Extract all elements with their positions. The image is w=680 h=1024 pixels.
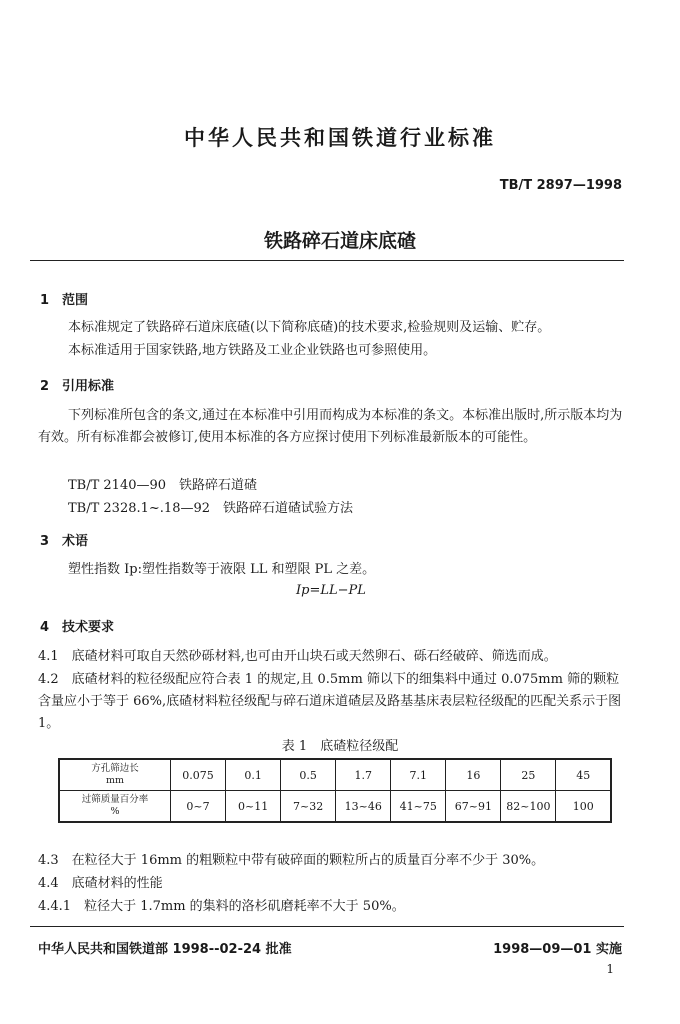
scope-paragraph-1: 本标准规定了铁路碎石道床底碴(以下简称底碴)的技术要求,检验规则及运输、贮存。 xyxy=(68,320,551,335)
document-title: 铁路碎石道床底碴 xyxy=(263,230,416,252)
table-row xyxy=(59,759,611,791)
section-title: 引用标准 xyxy=(62,379,115,394)
section-1-heading xyxy=(40,289,88,308)
section-title: 范围 xyxy=(62,293,89,308)
row-header-sieve-size xyxy=(59,759,171,791)
section-title: 术语 xyxy=(62,534,89,549)
section-4-heading xyxy=(40,616,114,635)
clause-4-2: 4.2 底碴材料的粒径级配应符合表 1 的规定,且 0.5mm 筛以下的细集料中通过 0.075mm 筛的颗粒含量应小于等于 66%,底碴材料粒径级配与碎石道床道碴层及路基基床表层粒径级配的匹配关系示于图 1。 xyxy=(38,672,622,731)
table-cell: 7~32 xyxy=(281,791,336,823)
table-cell: 100 xyxy=(556,791,611,823)
grading-table xyxy=(58,758,612,823)
page-number: 1 xyxy=(606,962,614,976)
table-cell: 0~7 xyxy=(171,791,226,823)
section-2-heading xyxy=(40,375,114,394)
section-title: 技术要求 xyxy=(62,620,115,635)
table-cell: 0.5 xyxy=(281,759,336,791)
section-number: 3 xyxy=(40,534,50,549)
table-cell: 13~46 xyxy=(336,791,391,823)
header-rule xyxy=(30,260,624,261)
references-paragraph: 下列标准所包含的条文,通过在本标准中引用而构成为本标准的条文。本标准出版时,所示版本均为有效。所有标准都会被修订,使用本标准的各方应探讨使用下列标准最新版本的可能性。 xyxy=(38,408,623,445)
table-cell: 0.075 xyxy=(171,759,226,791)
row-label: 过筛质量百分率 xyxy=(81,794,149,805)
standard-title: 中华人民共和国铁道行业标准 xyxy=(184,126,496,150)
table-cell: 82~100 xyxy=(501,791,556,823)
implementation-date: 1998—09—01 实施 xyxy=(493,942,622,957)
table-row xyxy=(59,791,611,823)
table-cell: 41~75 xyxy=(391,791,446,823)
row-unit: mm xyxy=(105,775,125,786)
table-cell: 0~11 xyxy=(226,791,281,823)
table-cell: 0.1 xyxy=(226,759,281,791)
table-1-caption: 表 1 底碴粒径级配 xyxy=(281,739,399,754)
row-header-passing-percent xyxy=(59,791,171,823)
plasticity-index-definition: 塑性指数 Ip:塑性指数等于液限 LL 和塑限 PL 之差。 xyxy=(68,562,376,577)
table-cell: 67~91 xyxy=(446,791,501,823)
section-number: 4 xyxy=(40,620,50,635)
table-cell: 1.7 xyxy=(336,759,391,791)
clause-4-4: 4.4 底碴材料的性能 xyxy=(38,876,163,891)
reference-tb-t-2140: TB/T 2140—90 铁路碎石道碴 xyxy=(68,478,258,493)
clause-4-1: 4.1 底碴材料可取自天然砂砾材料,也可由开山块石或天然卵石、砾石经破碎、筛选而成。 xyxy=(38,649,557,664)
footer-rule xyxy=(30,926,624,927)
reference-tb-t-2328: TB/T 2328.1~.18—92 铁路碎石道碴试验方法 xyxy=(68,501,354,516)
approval-date: 中华人民共和国铁道部 1998--02-24 批准 xyxy=(38,942,292,957)
scope-paragraph-2: 本标准适用于国家铁路,地方铁路及工业企业铁路也可参照使用。 xyxy=(68,343,437,358)
plasticity-index-formula: Ip=LL−PL xyxy=(296,583,366,598)
table-cell: 45 xyxy=(556,759,611,791)
clause-4-4-1: 4.4.1 粒径大于 1.7mm 的集料的洛杉矶磨耗率不大于 50%。 xyxy=(38,899,405,914)
row-label: 方孔筛边长 xyxy=(91,763,139,774)
section-number: 2 xyxy=(40,379,50,394)
table-cell: 7.1 xyxy=(391,759,446,791)
section-3-heading xyxy=(40,530,88,549)
clause-4-3: 4.3 在粒径大于 16mm 的粗颗粒中带有破碎面的颗粒所占的质量百分率不少于 30%。 xyxy=(38,853,545,868)
row-unit: % xyxy=(110,806,120,817)
standard-code: TB/T 2897—1998 xyxy=(499,178,622,193)
section-number: 1 xyxy=(40,293,50,308)
table-cell: 25 xyxy=(501,759,556,791)
table-cell: 16 xyxy=(446,759,501,791)
